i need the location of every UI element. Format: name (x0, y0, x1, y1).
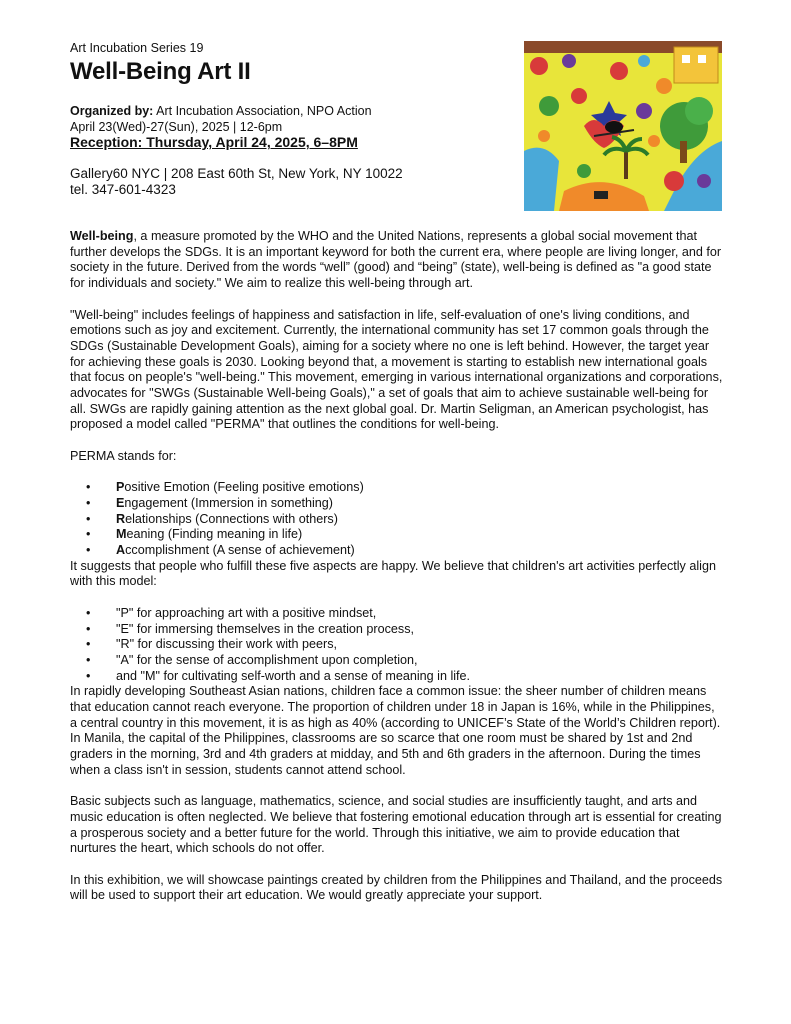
venue-address: Gallery60 NYC | 208 East 60th St, New York, NY 10022 (70, 166, 403, 181)
list-item: • and "M" for cultivating self-worth and a sense of meaning in life. (116, 669, 725, 685)
paragraph-model: It suggests that people who fulfill these five aspects are happy. We believe that children's art activities perfectly align with this model: (70, 558, 716, 589)
list-item: • "A" for the sense of accomplishment upon completion, (116, 653, 725, 669)
model-list (70, 606, 725, 685)
list-item: • "P" for approaching art with a positive mindset, (116, 606, 725, 622)
list-item: • Engagement (Immersion in something) (116, 496, 725, 512)
organizer-value: Art Incubation Association, NPO Action (153, 104, 372, 118)
paragraph-wellbeing: "Well-being" includes feelings of happiness and satisfaction in life, self-evaluation of one's living conditions, and emotions such as joy and excitement. Currently, the international community has set 17 common goals through the SDGs (Sustainable Development Goals), aiming for a society where no one is left behind. However, the target year for achieving these goals is 2030. Looking beyond that, a movement is starting to establish new international goals that focus on people's "well-being." This movement, emerging in various international organizations and corporations, advocates for "SWGs (Sustainable Well-being Goals)," a set of goals that aim to achieve sustainable well-being for all. SWGs are rapidly gaining attention as the next global goal. Dr. Martin Seligman, an American psychologist, has proposed a model called "PERMA" that outlines the conditions for well-being. (70, 307, 723, 432)
venue-block (70, 166, 403, 198)
perma-intro: PERMA stands for: (70, 448, 177, 463)
list-item: • Accomplishment (A sense of achievement) (116, 543, 725, 559)
list-item: • "R" for discussing their work with peers, (116, 637, 725, 653)
series-label: Art Incubation Series 19 (70, 41, 204, 55)
organizer-line (70, 104, 372, 120)
paragraph-asia: In rapidly developing Southeast Asian nations, children face a common issue: the sheer number of children means that education cannot reach everyone. The proportion of children under 18 in Japan is 16%, while in the Philippines, a central country in this movement, it is as high as 40% (according to UNICEF’s State of the World’s Children report). In Manila, the capital of the Philippines, classrooms are so scarce that one room must be shared by 1st and 2nd graders in the morning, 3rd and 4th graders at midday, and 5th and 6th graders in the afternoon. During the times when a class isn't in session, students cannot attend school. (70, 684, 721, 777)
list-item: • Meaning (Finding meaning in life) (116, 527, 725, 543)
reception-line: Reception: Thursday, April 24, 2025, 6–8PM (70, 134, 358, 151)
paragraph-subjects: Basic subjects such as language, mathematics, science, and social studies are insufficiently taught, and arts and music education is often neglected. We believe that fostering emotional education through art is essential for creating a prosperous society and a better future for the world. Through this initiative, we aim to provide education that nurtures the heart, which schools do not offer. (70, 794, 722, 856)
venue-phone: tel. 347-601-4323 (70, 182, 176, 197)
event-meta (70, 104, 372, 151)
list-item: • Relationships (Connections with others) (116, 512, 725, 528)
page-title: Well-Being Art II (70, 58, 251, 85)
intro-lead: Well-being (70, 229, 134, 243)
event-dates: April 23(Wed)-27(Sun), 2025 | 12-6pm (70, 119, 283, 134)
list-item: • "E" for immersing themselves in the creation process, (116, 622, 725, 638)
children-painting-image (524, 41, 722, 211)
intro-rest: , a measure promoted by the WHO and the United Nations, represents a global social movement that further develops the SDGs. It is an important keyword for both the current era, where people are living longer, and for society in the future. Derived from the words “well” (good) and “being” (state), well-being is defined as "a good state for individuals and society." We aim to realize this well-being through art. (70, 229, 722, 291)
paragraph-intro (70, 229, 725, 292)
paragraph-exhibition: In this exhibition, we will showcase paintings created by children from the Philippines and Thailand, and the proceeds will be used to support their art education. We would greatly appreciate your support. (70, 872, 723, 903)
organizer-label: Organized by: (70, 104, 154, 118)
body-text (70, 229, 725, 920)
list-item: • Positive Emotion (Feeling positive emotions) (116, 480, 725, 496)
perma-list (70, 480, 725, 559)
painting-illustration (524, 41, 722, 211)
